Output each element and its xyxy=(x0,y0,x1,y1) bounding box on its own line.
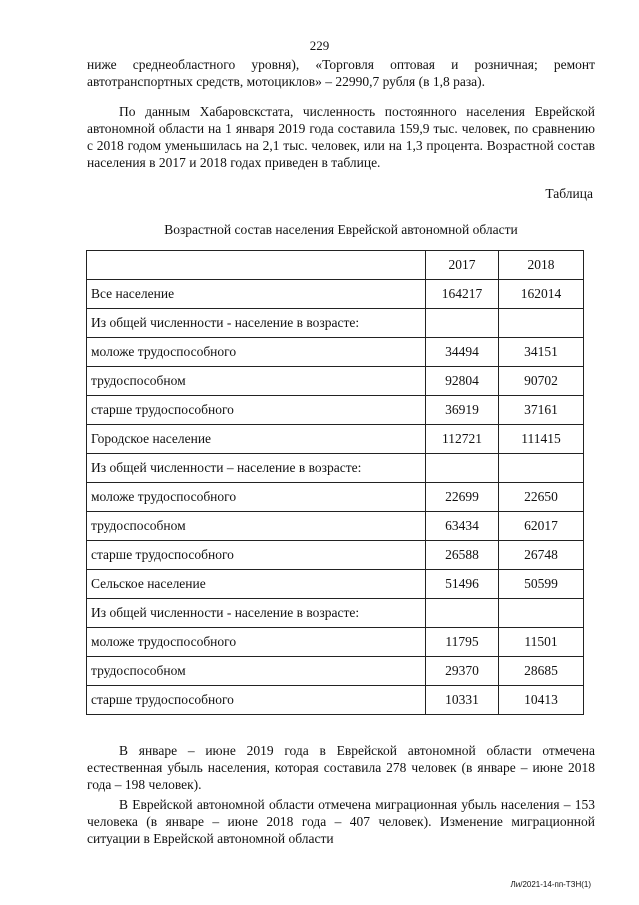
value-2018-cell: 111415 xyxy=(499,425,584,454)
paragraph-1: ниже среднеобластного уровня), «Торговля оптовая и розничная; ремонт автотранспортных средств, мотоциклов» – 22990,7 рубля (в 1,8 раза). xyxy=(87,57,595,89)
value-2017-cell xyxy=(426,599,499,628)
row-label-cell: трудоспособном xyxy=(87,367,426,396)
value-2017-cell: 112721 xyxy=(426,425,499,454)
paragraph-3: В январе – июне 2019 года в Еврейской автономной области отмечена естественная убыль населения, которая составила 278 человек (в январе – июне 2018 года – 198 человек). xyxy=(87,743,595,792)
value-2018-cell: 90702 xyxy=(499,367,584,396)
value-2017-cell: 92804 xyxy=(426,367,499,396)
value-2017-cell: 26588 xyxy=(426,541,499,570)
value-2017-cell: 10331 xyxy=(426,686,499,715)
value-2018-cell: 37161 xyxy=(499,396,584,425)
value-2018-cell xyxy=(499,309,584,338)
value-2017-cell: 11795 xyxy=(426,628,499,657)
value-2018-cell: 11501 xyxy=(499,628,584,657)
row-label-cell: трудоспособном xyxy=(87,657,426,686)
value-2017-cell: 22699 xyxy=(426,483,499,512)
table-row xyxy=(87,309,584,338)
value-2018-cell: 62017 xyxy=(499,512,584,541)
value-2018-cell: 28685 xyxy=(499,657,584,686)
table-row xyxy=(87,338,584,367)
table-row xyxy=(87,686,584,715)
table-row xyxy=(87,483,584,512)
table-title: Возрастной состав населения Еврейской автономной области xyxy=(164,222,518,237)
value-2017-cell: 63434 xyxy=(426,512,499,541)
table-row xyxy=(87,541,584,570)
value-2017-cell: 36919 xyxy=(426,396,499,425)
table-row xyxy=(87,599,584,628)
value-2017-cell: 51496 xyxy=(426,570,499,599)
value-2018-cell xyxy=(499,599,584,628)
row-label-cell: старше трудоспособного xyxy=(87,686,426,715)
header-cell xyxy=(87,251,426,280)
value-2018-cell: 26748 xyxy=(499,541,584,570)
value-2017-cell: 29370 xyxy=(426,657,499,686)
table-row xyxy=(87,396,584,425)
value-2017-cell: 34494 xyxy=(426,338,499,367)
row-label-cell: старше трудоспособного xyxy=(87,541,426,570)
row-label-cell: Городское население xyxy=(87,425,426,454)
row-label-cell: старше трудоспособного xyxy=(87,396,426,425)
table-label: Таблица xyxy=(545,186,593,201)
table-row xyxy=(87,367,584,396)
table-row xyxy=(87,512,584,541)
table-row xyxy=(87,628,584,657)
table-row xyxy=(87,280,584,309)
value-2018-cell xyxy=(499,454,584,483)
row-label-cell: трудоспособном xyxy=(87,512,426,541)
row-label-cell: Все население xyxy=(87,280,426,309)
row-label-cell: моложе трудоспособного xyxy=(87,628,426,657)
population-table xyxy=(86,250,584,715)
value-2018-cell: 162014 xyxy=(499,280,584,309)
value-2017-cell xyxy=(426,454,499,483)
table-header-row xyxy=(87,251,584,280)
row-label-cell: Из общей численности - население в возрасте: xyxy=(87,309,426,338)
header-cell: 2018 xyxy=(499,251,584,280)
table-row xyxy=(87,570,584,599)
row-label-cell: моложе трудоспособного xyxy=(87,338,426,367)
header-cell: 2017 xyxy=(426,251,499,280)
paragraph-4: В Еврейской автономной области отмечена миграционная убыль населения – 153 человека (в январе – июне 2018 года – 407 человек). Изменение миграционной ситуации в Еврейской автономной области xyxy=(87,797,595,846)
paragraph-2: По данным Хабаровскстата, численность постоянного населения Еврейской автономной области на 1 января 2019 года составила 159,9 тыс. человек, по сравнению с 2018 годом уменьшилась на 2,1 тыс. человек, или на 1,3 процента. Возрастной состав населения в 2017 и 2018 годах приведен в таблице. xyxy=(87,104,595,170)
value-2017-cell: 164217 xyxy=(426,280,499,309)
value-2018-cell: 34151 xyxy=(499,338,584,367)
table-row xyxy=(87,657,584,686)
page-number: 229 xyxy=(309,38,330,53)
value-2018-cell: 50599 xyxy=(499,570,584,599)
value-2018-cell: 10413 xyxy=(499,686,584,715)
row-label-cell: Из общей численности - население в возрасте: xyxy=(87,599,426,628)
table-row xyxy=(87,454,584,483)
footer-code: Ли/2021-14-пп-ТЗН(1) xyxy=(510,880,591,889)
value-2017-cell xyxy=(426,309,499,338)
table-row xyxy=(87,425,584,454)
row-label-cell: Из общей численности – население в возрасте: xyxy=(87,454,426,483)
value-2018-cell: 22650 xyxy=(499,483,584,512)
row-label-cell: Сельское население xyxy=(87,570,426,599)
row-label-cell: моложе трудоспособного xyxy=(87,483,426,512)
